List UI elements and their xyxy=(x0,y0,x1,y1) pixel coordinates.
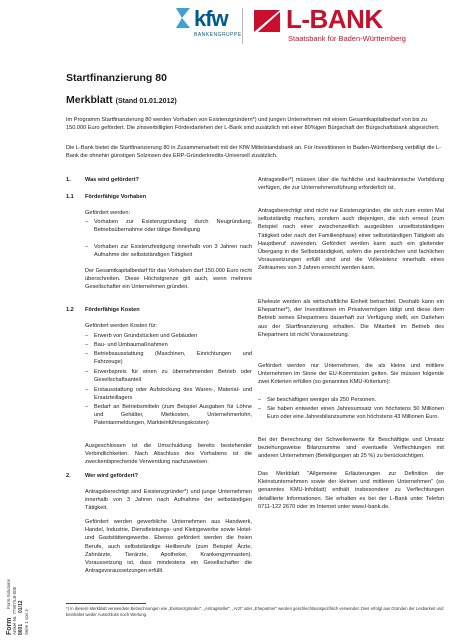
section-2-heading: 2. Wer wird gefördert? xyxy=(66,473,139,479)
left-column xyxy=(66,176,252,596)
section-1-2-heading: 1.2 Förderfähige Kosten xyxy=(66,307,140,313)
antrag-paragraph: Antragsberechtigt sind Existenzgründer*) und junge Unternehmen innerhalb von 3 Jahren nach Aufnahme der selbständigen Tätigkeit. xyxy=(85,489,252,512)
kmu-info-paragraph: Das Merkblatt "Allgemeine Erläuterungen zur Definition der Kleinstunternehmen sowie der kleinen und mittleren Unternehmen" (so genanntes KMU-Infoblatt) enthält insbesondere zu Verflechtungen detaillierte Informationen. Sie erhalten es bei der L-Bank unter Telefon 0711-122 2670 oder im Internet unter www.l-bank.de. xyxy=(258,471,444,510)
form-logo: Form xyxy=(6,617,13,635)
schwellenwerte-paragraph: Bei der Berechnung der Schwellenwerte für Beschäftigte und Umsatz beziehungsweise Bilanzsumme sind eventuelle Verflechtungen mit anderen Unternehmen (Beteiligungen ab 25 %) zu berücksichtigen. xyxy=(258,437,444,460)
gefoerdert-label: Gefördert werden: xyxy=(85,210,131,216)
list-item: – Bau- und Umbaumaßnahmen xyxy=(85,341,252,349)
kfw-mark-icon xyxy=(176,6,192,30)
kfw-name: kfw xyxy=(194,6,228,31)
list-item: – Sie haben entweder einen Jahresumsatz von höchstens 50 Millionen Euro oder eine Jahresbilanzsumme von höchstens 43 Millionen Euro. xyxy=(258,405,444,421)
kfw-subtitle: BANKENGRUPPE xyxy=(194,32,242,38)
document-title: Startfinanzierung 80 xyxy=(66,72,167,84)
fachlich-paragraph: Antragsteller*) müssen über die fachliche und kaufmännische Vorbildung verfügen, die zur Unternehmensführung erforderlich ist. xyxy=(258,177,444,192)
eheleute-paragraph: Eheleute werden als wirtschaftliche Einheit betrachtet. Deshalb kann ein Ehepartner*), der Investitionen im Privatvermögen tätigt und diese dem Betrieb seines Ehepartners dauerhaft zur Verfügung stellt, ein Darlehen aus der Startfinanzierung erhalten. Die Mitarbeit im Betrieb des Ehepartners ist nicht Voraussetzung. xyxy=(258,299,444,338)
merkblatt-heading xyxy=(66,94,177,106)
footnote-rule xyxy=(66,603,146,604)
lbank-mark-icon xyxy=(252,8,282,34)
intro-paragraph-2: Die L-Bank bietet die Startfinanzierung 80 in Zusammenarbeit mit der KfW Mittelstandsbank an. Für Investitionen in Baden-Württemberg verbilligt die L-Bank die ohnehin günstigen Solzinsen des ERP-Gründerkredits-Universell zusätzlich. xyxy=(66,145,441,160)
artikel-number: Artikel-Nr. 77997/LB-006 xyxy=(12,586,17,635)
kmu-paragraph: Gefördert werden nur Unternehmen, die als kleine und mittlere Unternehmen im Sinne der EU-Kommission gelten. Sie müssen folgende zwei Kriterien erfüllen (so genanntes KMU-Kriterium): xyxy=(258,363,444,386)
lbank-name: L-BANK xyxy=(286,4,383,34)
form-sidebar xyxy=(6,555,28,635)
merkblatt-label: Merkblatt xyxy=(66,94,113,106)
gewerblich-paragraph: Gefördert werden gewerbliche Unternehmen aus Handwerk, Handel, Industrie, Dienstleistungs- und Kleingewerbe sowie Hotel- und Gaststättengewerbe. Ebenso gefördert werden die freien Berufe, auch selbstständige Heilberufe (zum Beispiel Ärzte, Zahnärzte, Tierärzte, Apotheker, Krankengymnasten). Voraussetzung ist, dass mindestens ein Gesellschafter die Antragsvoraussetzungen erfüllt. xyxy=(85,519,252,575)
form-number: 8601 xyxy=(18,623,24,635)
list-item: – Betriebsausstattung (Maschinen, Einrichtungen und Fahrzeuge) xyxy=(85,350,252,366)
kfw-logo xyxy=(176,6,242,46)
gesamtbedarf-paragraph: Der Gesamtkapitalbedarf für das Vorhaben darf 150.000 Euro nicht überschreiten. Diese Höchstgrenze gilt auch, wenn mehrere Gesellschafter ein Unternehmen gründen. xyxy=(85,268,252,291)
footnote: *) In diesem Merkblatt verwendete Bezeichnungen wie „Existenzgründer", „Antragsteller", „Arzt" oder „Ehepartner" werden geschlechtsunspezifisch verwendet. Dies erfolgt aus Gründen der Lesbarkeit und beinhaltet weder Ausschluss noch Wertung. xyxy=(66,606,444,617)
nicht-nur-paragraph: Antragsberechtigt sind nicht nur Existenzgründer, die sich zum ersten Mal selbstständig machen, sondern auch diejenigen, die sich erneut (zum Beispiel nach einer zwischenzeitlich ausgeübten unselbstständigen Tätigkeit oder nach der Familienphase) einer selbstständigen Tätigkeit als Hauptberuf zuwenden. Gefördert werden kann auch ein gleitender Übergang in die Selbstständigkeit, sofern die persönlichen und fachlichen Voraussetzungen erfüllt sind und die Vollexistenz innerhalb eines Zeitraumes von 3 Jahren erreicht werden kann. xyxy=(258,208,444,272)
list-item: – Vorhaben zur Existenzfestigung innerhalb von 3 Jahren nach Aufnahme der selbstständigen Tätigkeit xyxy=(85,243,252,259)
lbank-logo xyxy=(252,6,442,46)
form-version: 01/12 xyxy=(18,600,24,613)
list-item: – Erstausstattung oder Aufstockung des Waren-, Material- und Ersatzteillagers xyxy=(85,386,252,402)
umschuldung-paragraph: Ausgeschlossen ist die Umschuldung bereits bestehender Verbindlichkeiten. Nach Abschluss des Vorhabens ist die zweckentsprechende Verwendung nachzuweisen. xyxy=(85,443,252,466)
list-item: – Erwerbspreis für einen zu übernehmenden Betrieb oder Gesellschaftsanteil xyxy=(85,368,252,384)
section-1-1-heading: 1.1 Förderfähige Vorhaben xyxy=(66,194,147,200)
merkblatt-date: (Stand 01.01.2012) xyxy=(115,98,177,105)
page-indicator: Seite 1 von 3 xyxy=(24,609,29,635)
intro-paragraph-1: Im Programm Startfinanzierung 80 werden Vorhaben von Existenzgründern*) und jungen Unternehmen mit einem Gesamtkapitalbedarf von bis zu 150.000 Euro gefördert. Die zinsverbilligten Förderdarlehen der L-Bank sind zusätzlich mit einer 80%igen Bürgschaft der Bürgschaftsbank abgesichert. xyxy=(66,117,440,132)
logo-divider xyxy=(242,8,243,44)
form-solutions-label: Form-Solutions xyxy=(6,579,11,609)
section-1-heading: 1. Was wird gefördert? xyxy=(66,177,139,183)
kosten-label: Gefördert werden Kosten für: xyxy=(85,323,158,329)
list-item: – Vorhaben zur Existenzgründung durch Neugründung, Betriebsübernahme oder tätige Beteiligung xyxy=(85,218,252,234)
list-item: – Bedarf an Betriebsmitteln (zum Beispiel Ausgaben für Löhne und Gehälter, Mietkosten, Unternehmerlohn, Patentanmeldungen, Markteinführungskosten) xyxy=(85,403,252,428)
right-column xyxy=(258,176,444,596)
list-item: – Erwerb von Grundstücken und Gebäuden xyxy=(85,332,252,340)
list-item: – Sie beschäftigen weniger als 250 Personen. xyxy=(258,396,444,404)
lbank-subtitle: Staatsbank für Baden-Württemberg xyxy=(288,34,406,43)
